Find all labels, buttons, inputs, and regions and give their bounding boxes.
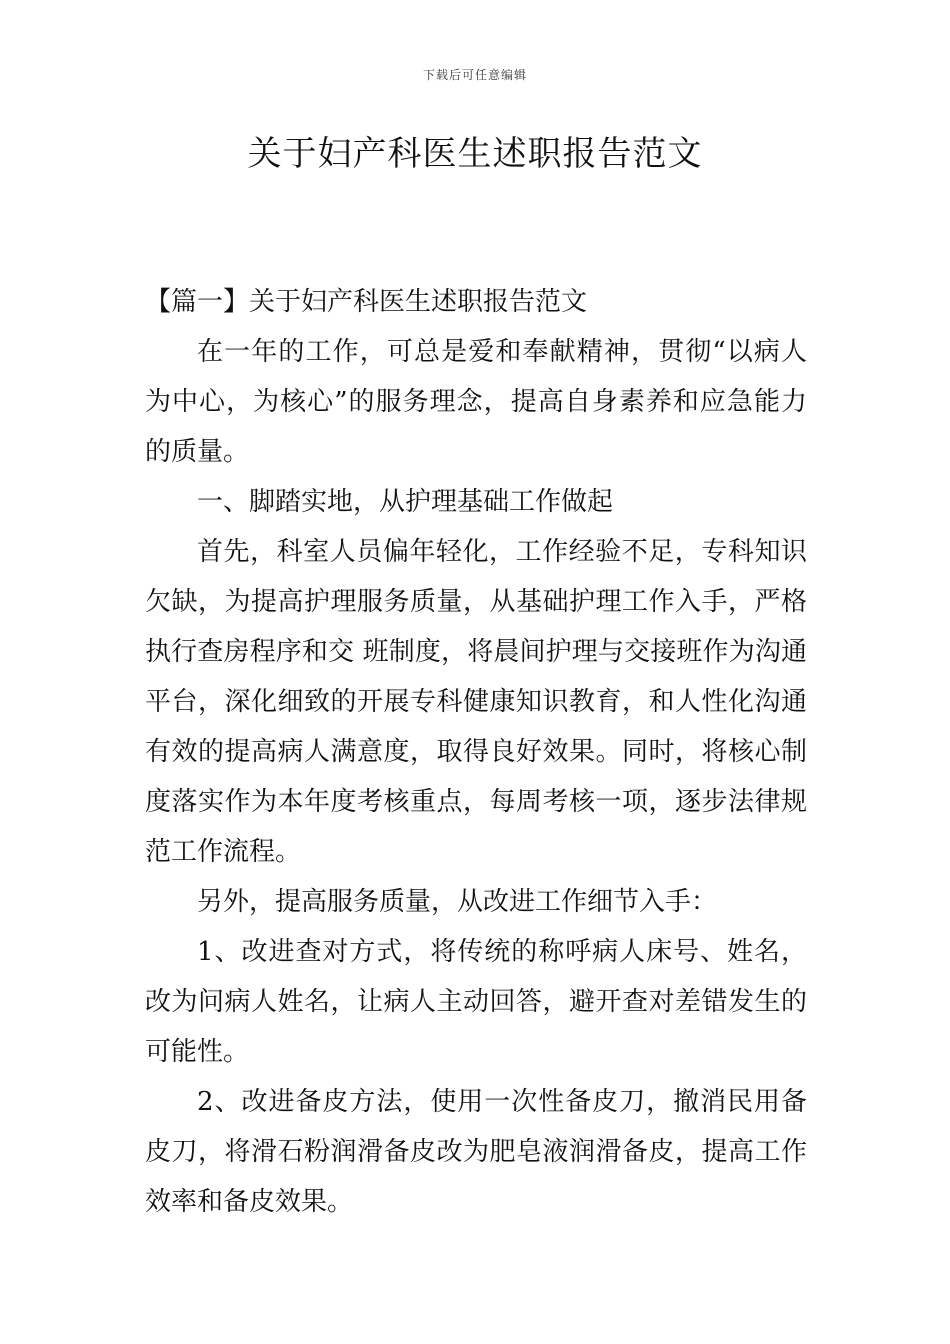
- document-title: 关于妇产科医生述职报告范文: [247, 134, 703, 174]
- paragraph: 首先，科室人员偏年轻化，工作经验不足，专科知识欠缺，为提高护理服务质量，从基础护理工作入手，严格执行查房程序和交 班制度，将晨间护理与交接班作为沟通平台，深化细致的开展专科健康知识教育，和人性化沟通有效的提高病人满意度，取得良好效果。同时，将核心制度落实作为本年度考核重点，每周考核一项，逐步法律规范工作流程。: [145, 537, 807, 867]
- list-item: 2、改进备皮方法，使用一次性备皮刀，撤消民用备皮刀，将滑石粉润滑备皮改为肥皂液润滑备皮，提高工作效率和备皮效果。: [145, 1087, 807, 1217]
- header-note: 下载后可任意编辑: [422, 68, 527, 82]
- paragraph: 在一年的工作，可总是爱和奉献精神，贯彻“以病人为中心，为核心”的服务理念，提高自身素养和应急能力的质量。: [145, 337, 807, 467]
- section-heading: 【篇一】关于妇产科医生述职报告范文: [145, 287, 588, 317]
- subsection-heading: 一、脚踏实地，从护理基础工作做起: [197, 487, 614, 517]
- paragraph: 另外，提高服务质量，从改进工作细节入手：: [197, 887, 718, 917]
- list-item: 1、改进查对方式，将传统的称呼病人床号、姓名，改为问病人姓名，让病人主动回答，避开查对差错发生的可能性。: [145, 937, 807, 1067]
- document-body: [145, 277, 807, 1227]
